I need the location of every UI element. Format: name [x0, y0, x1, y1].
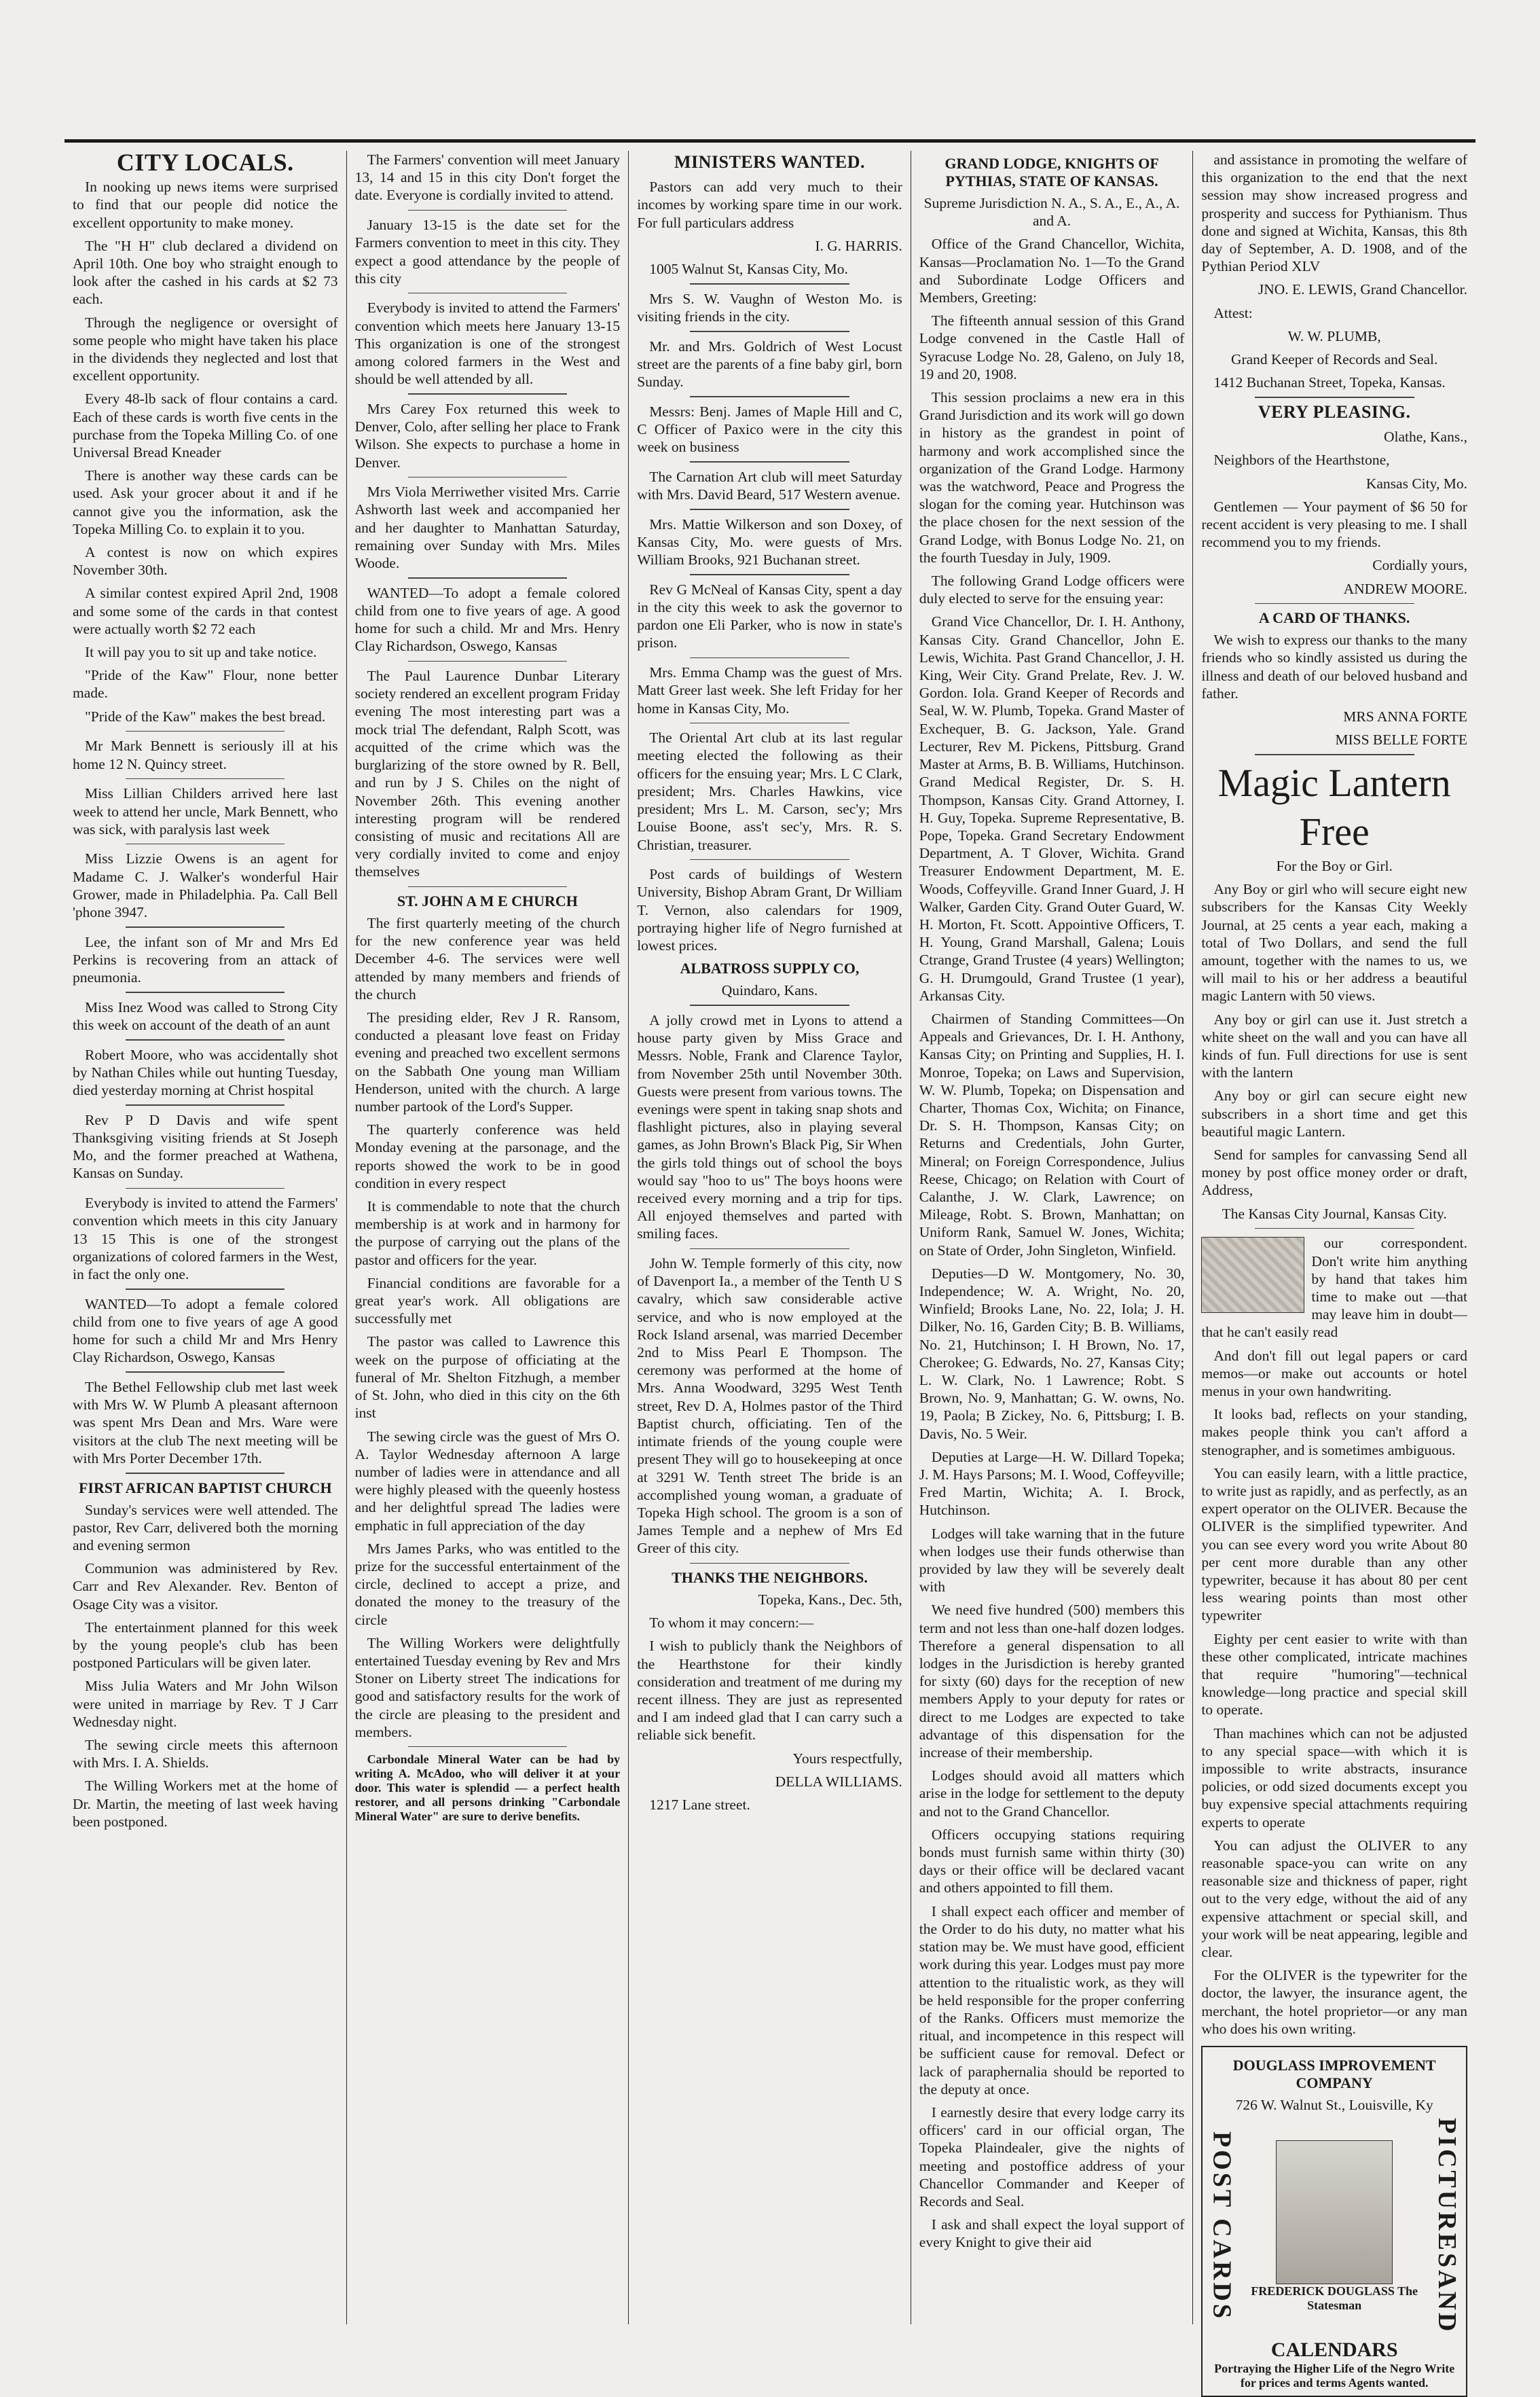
article-para: Mrs James Parks, who was entitled to the prize for the successful entertainment of the circle, declined to accept a prize, and donated the money to the treasury of the circle: [354, 1540, 621, 1628]
article-para: Eighty per cent easier to write with than these other complicated, intricate machines that require "humoring"—technical knowledge—long practice and special skill to operate.: [1201, 1630, 1467, 1718]
separator: [408, 886, 567, 888]
header-rule: [65, 139, 1475, 143]
separator: [126, 778, 285, 780]
portrait-caption: FREDERICK DOUGLASS The Statesman: [1251, 2284, 1418, 2312]
article-para: To whom it may concern:—: [649, 1615, 814, 1632]
article-para: Deputies at Large—H. W. Dillard Topeka; J. M. Hays Parsons; M. I. Wood, Coffeyville; Fred Martin, Wichita; A. I. Brock, Hutchinson.: [919, 1448, 1185, 1519]
article-para: Mr. and Mrs. Goldrich of West Locust street are the parents of a fine baby girl, born Sunday.: [637, 338, 902, 391]
separator: [126, 844, 285, 845]
article-para: A contest is now on which expires November 30th.: [73, 544, 338, 579]
separator: [408, 577, 567, 579]
article-para: Robert Moore, who was accidentally shot by Nathan Chiles while out hunting Tuesday, died yesterday morning at Christ hospital: [73, 1046, 338, 1099]
ad-center: [1235, 2140, 1433, 2313]
separator: [690, 396, 849, 397]
st-john-heading: ST. JOHN A M E CHURCH: [397, 893, 578, 910]
article-para: Miss Lizzie Owens is an agent for Madame C. J. Walker's wonderful Hair Grower, made in Philadelphia. Pa. Call Bell 'phone 3947.: [73, 850, 338, 921]
article-para: Mrs Carey Fox returned this week to Denver, Colo, after selling her place to Frank Wilson. She expects to purchase a home in Denver.: [354, 400, 621, 471]
article-para: A similar contest expired April 2nd, 1908 and some some of the cards in that contest were actually worth $2 72 each: [73, 585, 338, 637]
column-4: [911, 151, 1194, 2324]
separator: [690, 461, 849, 463]
separator: [408, 210, 567, 211]
article-para: Post cards of buildings of Western University, Bishop Abram Grant, Dr William T. Vernon, also calendars for 1909, portraying higher life of Negro furnished at lowest prices.: [637, 866, 902, 954]
article-para: Gentlemen — Your payment of $6 50 for recent accident is very pleasing to me. I shall recommend you to my friends.: [1201, 498, 1467, 551]
article-para: The entertainment planned for this week by the young people's club has been postponed Particulars will be given later.: [73, 1619, 338, 1672]
article-para: Mrs. Mattie Wilkerson and son Doxey, of Kansas City, Mo. were guests of Mrs. William Brooks, 921 Buchanan street.: [637, 516, 902, 569]
article-para: WANTED—To adopt a female colored child from one to five years of age A good home for such a child Mr and Mrs Henry Clay Richardson, Oswego, Kansas: [73, 1295, 338, 1366]
article-para: The first quarterly meeting of the church for the new conference year was held December 4-6. The services were well attended by many members and friends of the church: [354, 915, 621, 1003]
address: 1005 Walnut St, Kansas City, Mo.: [649, 261, 848, 278]
article-para: Miss Julia Waters and Mr John Wilson were united in marriage by Rev. T J Carr Wednesday night.: [73, 1678, 338, 1730]
article-para: It will pay you to sit up and take notice.: [85, 644, 317, 661]
article-para: Any boy or girl can use it. Just stretch a white sheet on the wall and you can have all kinds of fun. Full directions for use is sent with the lantern: [1201, 1011, 1467, 1081]
column-2: [347, 151, 629, 2324]
article-para: The fifteenth annual session of this Grand Lodge convened in the Castle Hall of Syracuse Lodge No. 28, Galeno, on July 18, 19 and 20, 1908.: [919, 312, 1185, 382]
signature: DELLA WILLIAMS.: [775, 1773, 902, 1790]
columns: [65, 149, 1475, 2390]
article-para: and assistance in promoting the welfare of this organization to the end that the next session may show increased progress and prosperity and success for Pythianism. Thus done and signed at Wichita, Kansas, this 8th day of September, A. D. 1908, and of the Pythian Period XLV: [1201, 151, 1467, 275]
card-of-thanks-heading: A CARD OF THANKS.: [1258, 609, 1410, 627]
article-para: There is another way these cards can be used. Ask your grocer about it and if he cannot give you the information, ask the Topeka Milling Co. to explain it to you.: [73, 467, 338, 537]
article-para: I ask and shall expect the loyal support of every Knight to give their aid: [919, 2216, 1185, 2251]
signature: JNO. E. LEWIS, Grand Chancellor.: [1258, 281, 1467, 298]
separator: [690, 859, 849, 861]
article-para: Rev P D Davis and wife spent Thanksgiving visiting friends at St Joseph Mo, and the former preached at Wathena, Kansas on Sunday.: [73, 1111, 338, 1182]
article-para: Miss Lillian Childers arrived here last week to attend her uncle, Mark Bennett, who was sick, with paralysis last week: [73, 785, 338, 837]
article-para: And don't fill out legal papers or card memos—or make out accounts or hotel menus in your own handwriting.: [1201, 1347, 1467, 1399]
article-para: You can adjust the OLIVER to any reasonable space-you can write on any reasonable size and thickness of paper, right out to the very edge, without the aid of any expensive attachment or special skill, and your work will be neat appearing, legible and clear.: [1201, 1837, 1467, 1961]
article-para: I earnestly desire that every lodge carry its officers' card in our official organ, The Topeka Plaindealer, give the nights of meeting and postoffice address of your Chancellor Commander and Keeper of Records and Seal.: [919, 2104, 1185, 2210]
separator: [408, 293, 567, 294]
article-para: The presiding elder, Rev J R. Ransom, conducted a pleasant love feast on Friday evening and preached two excellent sermons on the Sabbath One young man William Henderson, united with the church. A large number partook of the Lord's Supper.: [354, 1009, 621, 1115]
separator: [690, 509, 849, 510]
typewriter-image: [1201, 1237, 1304, 1313]
article-para: Financial conditions are favorable for a great year's work. All obligations are successfully met: [354, 1274, 621, 1327]
separator: [690, 657, 849, 659]
article-para: It looks bad, reflects on your standing, makes people think you can't afford a stenographer, and is sometimes ambiguous.: [1201, 1406, 1467, 1458]
separator: [408, 393, 567, 395]
article-para: The Willing Workers met at the home of Dr. Martin, the meeting of last week having been postponed.: [73, 1778, 338, 1830]
address: 1412 Buchanan Street, Topeka, Kansas.: [1213, 374, 1446, 391]
article-para: Mr Mark Bennett is seriously ill at his home 12 N. Quincy street.: [73, 738, 338, 772]
oliver-ad: [1201, 1234, 1467, 2038]
article-para: The Bethel Fellowship club met last week with Mrs W. W Plumb A pleasant afternoon was spent Mrs Dean and Mrs. Ware were visitors at the club The next meeting will be with Mrs Porter December 17th.: [73, 1378, 338, 1466]
article-para: Mrs. Emma Champ was the guest of Mrs. Matt Greer last week. She left Friday for her home in Kansas City, Mo.: [637, 664, 902, 717]
article-para: Office of the Grand Chancellor, Wichita, Kansas—Proclamation No. 1—To the Grand and Subordinate Lodge Officers and Members, Greeting:: [919, 236, 1185, 306]
article-para: The Carnation Art club will meet Saturday with Mrs. David Beard, 517 Western avenue.: [637, 468, 902, 503]
douglass-portrait-image: [1276, 2140, 1393, 2284]
article-para: Chairmen of Standing Committees—On Appeals and Grievances, Dr. I. H. Anthony, Kansas City; on Printing and Supplies, H. I. Monroe, Topeka; on Laws and Supervision, W. W. Plumb, Topeka; on Dispensation and Charter, Thomas Cox, Wichita; on Finance, Dr. S. H. Thompson, Kansas City; on Returns and Credentials, John Gurter, Mineral; on Foreign Correspondence, Julius Reese, Chicago; on Relation with Court of Calanthe, J. W. Clark, Lawrence; on Mileage, Robt. S. Brown, Manhattan; on Uniform Rank, Samuel W. Jones, Wichita; on State of Order, John Singleton, Winfield.: [919, 1010, 1185, 1259]
article-para: January 13-15 is the date set for the Farmers convention to meet in this city. They expect a good attendance by the people of this city: [354, 217, 621, 287]
article-para: It is commendable to note that the church membership is at work and in harmony for the purpose of carrying out the plans of the pastor and officers for the year.: [354, 1198, 621, 1268]
signature: MISS BELLE FORTE: [1335, 732, 1467, 749]
baptist-church-heading: FIRST AFRICAN BAPTIST CHURCH: [78, 1479, 332, 1496]
dateline: Topeka, Kans., Dec. 5th,: [758, 1591, 902, 1608]
separator: [126, 1473, 285, 1474]
ad-company: DOUGLASS IMPROVEMENT COMPANY: [1232, 2057, 1436, 2092]
article-para: The sewing circle was the guest of Mrs O. A. Taylor Wednesday afternoon A large number of ladies were in attendance and all were highly pleased with the queenly hostess and her delightful spread The ladies were emphatic in full appreciation of the day: [354, 1428, 621, 1534]
article-para: In nooking up news items were surprised to find that our people did notice the excellent opportunity to make money.: [73, 179, 338, 231]
article-para: The pastor was called to Lawrence this week on the purpose of officiating at the funeral of Mr. Shelton Fitzhugh, a member of St. John, who died in this city on the 6th inst: [354, 1333, 621, 1422]
city-locals-heading: CITY LOCALS.: [116, 149, 294, 176]
article-para: The Farmers' convention will meet January 13, 14 and 15 in this city Don't forget the date. Everyone is cordially invited to attend.: [354, 151, 621, 204]
closing: Cordially yours,: [1372, 557, 1467, 574]
article-para: Communion was administered by Rev. Carr and Rev Alexander. Rev. Benton of Osage City was a visitor.: [73, 1560, 338, 1612]
ad-and-text: AND: [1432, 2270, 1461, 2335]
separator: [126, 926, 285, 928]
article-para: Lee, the infant son of Mr and Mrs Ed Perkins is recovering from an attack of pneumonia.: [73, 933, 338, 986]
jurisdiction-line: Supreme Jurisdiction N. A., S. A., E., A., A. and A.: [923, 195, 1180, 230]
article-para: A jolly crowd met in Lyons to attend a house party given by Miss Grace and Messrs. Noble, Frank and Clarence Taylor, from November 25th until November 30th. Guests were present from various towns. The evenings were spent in taking snap shots and flashlight pictures, also in playing several games, as John Brown's Black Pig, Sir When the girls told things out of school the boys would say "hoo to us" The boys hoons were received every morning and a trip for tips. All enjoyed themselves and parted with smiling faces.: [637, 1011, 902, 1242]
article-para: For the OLIVER is the typewriter for the doctor, the lawyer, the insurance agent, the merchant, the hotel proprietor—or any man who does his own writing.: [1201, 1967, 1467, 2037]
article-para: Send for samples for canvassing Send all money by post office money order or draft, Address,: [1201, 1147, 1467, 1199]
article-para: The Willing Workers were delightfully entertained Tuesday evening by Rev and Mrs Stoner on Liberty street The indications for good and satisfactory results for the work of the circle are pleasing to the president and members.: [354, 1634, 621, 1740]
dateline: Olathe, Kans.,: [1383, 429, 1467, 446]
article-para: The Kansas City Journal, Kansas City.: [1222, 1205, 1447, 1222]
separator: [126, 1188, 285, 1189]
article-para: Messrs: Benj. James of Maple Hill and C, C Officer of Paxico were in the city this week on business: [637, 403, 902, 456]
signature-title: Grand Keeper of Records and Seal.: [1230, 351, 1438, 368]
separator: [408, 661, 567, 662]
article-para: Mrs Viola Merriwether visited Mrs. Carrie Ashworth last week and accompanied her and her daughter to Manhattan Saturday, remaining over Sunday with Mrs. Miles Woode.: [354, 484, 621, 572]
separator: [690, 1248, 849, 1250]
article-para: I shall expect each officer and member of the Order to do his duty, no matter what his station may be. We must have good, efficient work during this year. Lodges must pay more attention to the ritualistic work, as they will be held responsible for the proper conferring of the Ranks. Officers must memorize the ritual, and incompetence in this respect will be sufficient cause for removal. Defect or lack of paraphernalia should be reported to the deputy at once.: [919, 1903, 1185, 2097]
article-para: This session proclaims a new era in this Grand Jurisdiction and its work will go down in history as the grandest in point of harmony and work accomplished since the organization of the Grand Lodge. Harmony was the watchword, Peace and Progress the slogan for the coming year. Hutchinson was the place chosen for the next session of the Grand Lodge, with Bonus Lodge No. 21, on the fourth Tuesday in July, 1909.: [919, 389, 1185, 566]
separator: [690, 574, 849, 575]
article-para: The following Grand Lodge officers were duly elected to serve for the ensuing year:: [919, 573, 1185, 607]
mineral-water-notice: Carbondale Mineral Water can be had by writing A. McAdoo, who will deliver it at your door. This water is splendid — a perfect health restorer, and all persons drinking "Carbondale Mineral Water" are sure to derive benefits.: [354, 1752, 621, 1824]
separator: [1255, 754, 1414, 755]
separator: [126, 731, 285, 732]
signature: I. G. HARRIS.: [815, 237, 902, 254]
magic-lantern-subtitle: For the Boy or Girl.: [1276, 857, 1393, 874]
address: 1217 Lane street.: [649, 1797, 750, 1814]
magic-lantern-free: Free: [1299, 809, 1370, 854]
column-5: [1193, 151, 1475, 2390]
ad-right: [1433, 2118, 1461, 2334]
ad-calendars: CALENDARS: [1270, 2338, 1398, 2361]
article-para: Sunday's services were well attended. The pastor, Rev Carr, delivered both the morning and evening sermon: [73, 1501, 338, 1553]
attest-label: Attest:: [1213, 304, 1253, 321]
separator: [690, 723, 849, 724]
article-para: John W. Temple formerly of this city, now of Davenport Ia., a member of the Tenth U S cavalry, which saw considerable active service, and who is now employed at the Rock Island arsenal, was married December 2nd to Miss Pearl E Thompson. The ceremony was performed at the home of Mrs. Anna Woodward, 3295 West Tenth street, Rev D. A, Holmes pastor of the Third Baptist church, officiating. Ten of the intimate friends of the young couple were present They will go to housekeeping at once at 3291 W. Tenth street The bride is an accomplished young woman, a graduate of Topeka High school. The groom is a son of James Temple and a nephew of Mrs Ed Greer of this city.: [637, 1255, 902, 1557]
article-para: Grand Vice Chancellor, Dr. I. H. Anthony, Kansas City. Grand Chancellor, John E. Lewis, Wichita. Past Grand Chancellor, J. H. King, Weir City. Grand Prelate, Rev. J. W. Gordon. Iola. Grand Keeper of Records and Seal, W. W. Plumb, Topeka. Grand Master of Exchequer, B. G. Jackson, Yale. Grand Lecturer, Rev M. Pickens, Pittsburg. Grand Master at Arms, B. B. Williams, Hutchinson. Grand Medical Register, Dr. S. H. Thompson, Kansas City. Grand Attorney, I. H. Guy, Topeka. Supreme Representative, B. Pope, Topeka. Grand Secretary Endowment Department, A. T Glover, Wichita. Grand Treasurer Endowment Department, M. E. Woods, Coffeyville. Grand Inner Guard, J. H Walker, Garden City. Grand Outer Guard, W. H. Morton, Ft. Scott. Appointive Officers, T. H. Young, Grand Marshall, Galena; Louis Ctrange, Grand Trustee (4 years) Wellington; G. H. Drumgould, Grand Trustee (1 year), Arkansas City.: [919, 613, 1185, 1004]
article-para: "Pride of the Kaw" Flour, none better made.: [73, 667, 338, 702]
separator: [126, 1371, 285, 1373]
separator: [690, 1005, 849, 1006]
article-para: Everybody is invited to attend the Farmers' convention which meets here January 13-15 This organization is one of the strongest among colored farmers in the West and should be well attended by all.: [354, 300, 621, 388]
article-para: We need five hundred (500) members this term and not less than one-half dozen lodges. Therefore a general dispensation to all lodges in the Jurisdiction is hereby granted for sixty (60) days for the reception of new members Apply to your deputy for rates or direct to me Lodges are expected to take advantage of this dispensation for the increase of their membership.: [919, 1602, 1185, 1761]
article-para: The "H H" club declared a dividend on April 10th. One boy who straight enough to look after the cashed in his cards at $2 73 each.: [73, 237, 338, 308]
salutation: Neighbors of the Hearthstone,: [1213, 452, 1390, 469]
column-3: [629, 151, 911, 2324]
article-para: Any boy or girl can secure eight new subscribers in a short time and get this beautiful magic Lantern.: [1201, 1087, 1467, 1140]
separator: [1255, 1228, 1414, 1229]
article-para: I wish to publicly thank the Neighbors of the Hearthstone for their kindly consideration and treatment of me during my recent illness. They are just as represented and I am indeed glad that I can carry such a reliable sick benefit.: [637, 1638, 902, 1744]
article-para: Any Boy or girl who will secure eight new subscribers for the Kansas City Weekly Journal, at 25 cents a year each, making a total of Two Dollars, and send the full amount, together with the names to us, we will mail to his or her address a beautiful magic Lantern with 50 views.: [1201, 881, 1467, 1005]
company-name: ALBATROSS SUPPLY CO,: [680, 960, 860, 977]
separator: [690, 331, 849, 332]
ad-left-text: POST CARDS: [1207, 2131, 1236, 2321]
separator: [1255, 397, 1414, 398]
very-pleasing-heading: VERY PLEASING.: [1258, 401, 1411, 422]
article-para: Through the negligence or oversight of some people who might have taken his place in the dividends they neglected and lost that excellent opportunity.: [73, 314, 338, 384]
separator: [1255, 603, 1414, 605]
article-para: WANTED—To adopt a female colored child from one to five years of age. A good home for such a child. Mr and Mrs. Henry Clay Richardson, Oswego, Kansas: [354, 584, 621, 655]
separator: [126, 992, 285, 993]
article-para: You can easily learn, with a little practice, to write just as rapidly, and as perfectly, as an expert operator on the OLIVER. Because the OLIVER is the simplified typewriter. And you can see every word you write About 80 per cent more durable than any other typewriter, because it has about 80 per cent less wearing points than most other typewriter: [1201, 1464, 1467, 1624]
closing: Yours respectfully,: [792, 1750, 902, 1767]
article-para: Miss Inez Wood was called to Strong City this week on account of the death of an aunt: [73, 998, 338, 1034]
signature: MRS ANNA FORTE: [1343, 708, 1467, 725]
article-para: Mrs S. W. Vaughn of Weston Mo. is visiting friends in the city.: [637, 290, 902, 325]
magic-lantern-title: Magic Lantern: [1217, 760, 1451, 805]
article-para: Deputies—D W. Montgomery, No. 30, Independence; W. A. Wright, No. 20, Winfield; Brooks Lane, No. 22, Iola; J. H. Dilker, No. 16, Garden City; B. B. Williams, No. 21, Hutchinson; I. H Brown, No. 17, Cherokee; G. Edwards, No. 27, Kansas City; L. W. Clark, No. 1 Lawrence; Robt. S Brown, No. 9, Manhattan; G. W. owns, No. 19, Paola; B Zickey, No. 6, Pittsburg; I. B. Davis, No. 5 Weir.: [919, 1265, 1185, 1442]
ad-address: 726 W. Walnut St., Louisville, Ky: [1235, 2097, 1433, 2114]
article-para: Lodges should avoid all matters which arise in the lodge for settlement to the deputy and not to the Grand Chancellor.: [919, 1767, 1185, 1820]
article-para: The Oriental Art club at its last regular meeting elected the following as their officers for the ensuing year; Mrs. L C Clark, president; Mrs. Charles Hawkins, vice president; Mrs L. M. Carson, sec'y; Mrs Louise Boone, ass't sec'y, Mrs. R. S. Christian, treasurer.: [637, 729, 902, 853]
article-para: Rev G McNeal of Kansas City, spent a day in the city this week to ask the governor to pardon one Eli Parker, who is now in state's prison.: [637, 581, 902, 651]
article-para: Officers occupying stations requiring bonds must furnish same within thirty (30) days or their office will be declared vacant and others appointed to fill them.: [919, 1826, 1185, 1896]
ad-right-text: PICTURES: [1432, 2118, 1461, 2271]
separator: [690, 283, 849, 285]
article-para: Every 48-lb sack of flour contains a card. Each of these cards is worth five cents in the purchase from the Topeka Milling Co. of one Universal Bread Kneader: [73, 391, 338, 461]
column-1: [65, 151, 347, 2324]
article-para: "Pride of the Kaw" makes the best bread.: [85, 708, 326, 725]
ad-body: [1208, 2118, 1461, 2334]
separator: [126, 1039, 285, 1041]
ad-footer: Portraying the Higher Life of the Negro Write for prices and terms Agents wanted.: [1214, 2361, 1455, 2390]
article-para: Lodges will take warning that in the future when lodges use their funds otherwise than provided by law they will be severely dealt with: [919, 1525, 1185, 1596]
article-para: Than machines which can not be adjusted to any special space—with which it is impossible to write abstracts, insurance policies, or odd sized documents except you buy expensive special attachments requiring experts to operate: [1201, 1725, 1467, 1831]
separator: [690, 1563, 849, 1564]
separator: [126, 1104, 285, 1106]
company-location: Quindaro, Kans.: [721, 982, 818, 999]
article-para: Everybody is invited to attend the Farmers' convention which meets in this city January 13 15 This is one of the strongest organizations of colored farmers in the West, in fact the only one.: [73, 1195, 338, 1282]
salutation-city: Kansas City, Mo.: [1365, 475, 1467, 492]
separator: [408, 477, 567, 478]
article-para: We wish to express our thanks to the many friends who so kindly assisted us during the illness and death of our beloved husband and father.: [1201, 632, 1467, 702]
douglass-ad: [1201, 2046, 1467, 2397]
article-para: The Paul Laurence Dunbar Literary society rendered an excellent program Friday evening The most interesting part was a mock trial The defendant, Ralph Scott, was acquitted of the crime which was the burglarizing of the store owned by R. Bell, and run by J S. Chiles on the night of November 26th. This evening another interesting program will be rendered consisting of music and recitations All are very cordially invited to come and enjoy themselves: [354, 668, 621, 880]
ministers-wanted-heading: MINISTERS WANTED.: [674, 152, 866, 172]
article-para: our correspondent. Don't write him anything by hand that takes him time to make out —that may leave him in doubt—that he can't easily read: [1201, 1235, 1467, 1341]
article-para: Pastors can add very much to their incomes by working spare time in our work. For full particulars address: [637, 179, 902, 231]
signature: W. W. PLUMB,: [1287, 327, 1381, 344]
separator: [408, 1746, 567, 1748]
grand-lodge-heading: GRAND LODGE, KNIGHTS OF PYTHIAS, STATE OF KANSAS.: [945, 155, 1159, 190]
signature: ANDREW MOORE.: [1343, 580, 1467, 597]
article-para: The quarterly conference was held Monday evening at the parsonage, and the reports showed the work to be in good condition in every respect: [354, 1121, 621, 1191]
thanks-heading: THANKS THE NEIGHBORS.: [672, 1569, 868, 1587]
article-para: The sewing circle meets this afternoon with Mrs. I. A. Shields.: [73, 1736, 338, 1771]
separator: [126, 1288, 285, 1290]
